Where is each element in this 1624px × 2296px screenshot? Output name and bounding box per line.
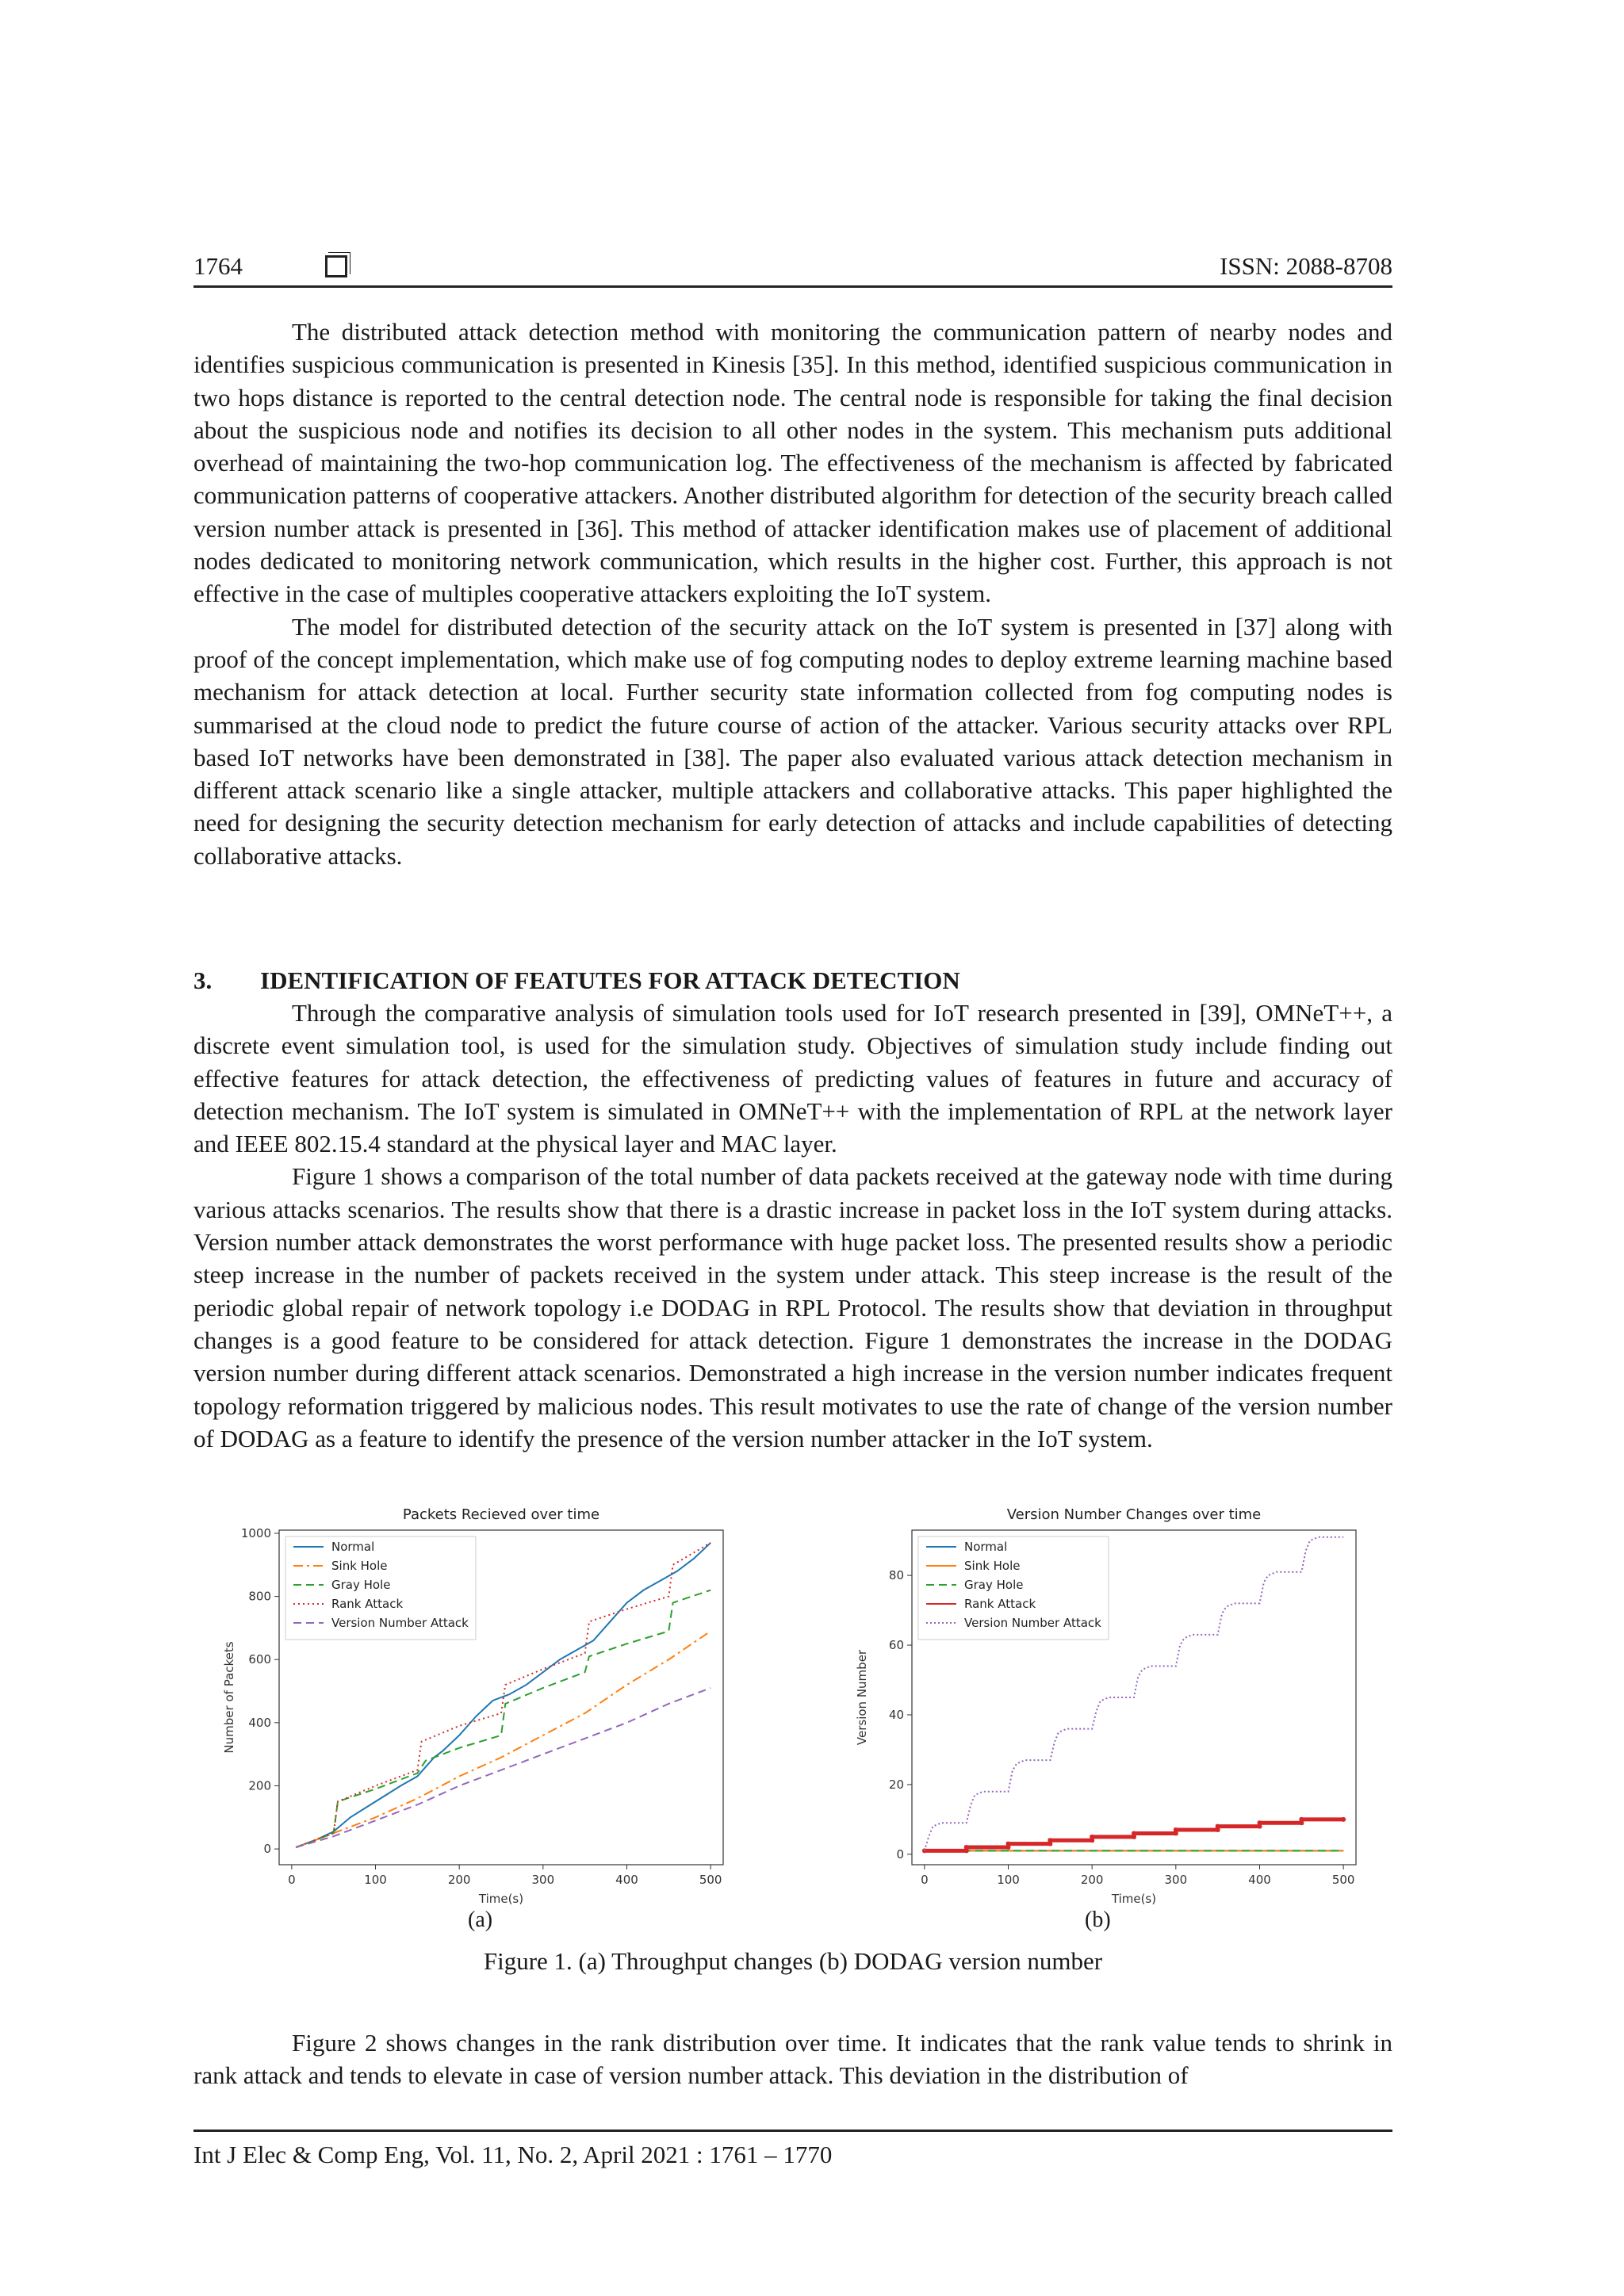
after-figure-paragraph: Figure 2 shows changes in the rank distribution over time. It indicates that the rank value tends to shrink in rank attack and tends to elevate in case of version number attack. This deviation in the distribution of [193, 2029, 1392, 2090]
x-tick-label: 200 [447, 1873, 471, 1887]
figure-caption: Figure 1. (a) Throughput changes (b) DODAG version number [483, 1947, 1103, 1975]
x-tick-label: 300 [1164, 1873, 1188, 1887]
legend-entry: Rank Attack [964, 1597, 1036, 1611]
x-axis-label: Time(s) [1111, 1892, 1157, 1906]
page-number: 1764 [193, 252, 243, 280]
series-point [1174, 1827, 1178, 1832]
chart-title: Version Number Changes over time [1006, 1506, 1262, 1523]
body-text [193, 316, 1392, 872]
section-paragraph-2: Figure 1 shows a comparison of the total number of data packets received at the gateway node with time during various attacks scenarios. The results show that there is a drastic increase in packet loss in the IoT system during attacks. Version number attack demonstrates the worst performance with huge packet loss. The presented results show a periodic steep increase in the number of packets received in the system under attack. This steep increase is the result of the periodic global repair of network topology i.e DODAG in RPL Protocol. The results show that deviation in throughput changes is a good feature to be considered for attack detection. Figure 1 demonstrates the increase in the DODAG version number during different attack scenarios. Demonstrated a high increase in the version number indicates frequent topology reformation triggered by malicious nodes. This result motivates to use the rate of change of the version number of DODAG as a feature to identify the presence of the version number attacker in the IoT system. [193, 1162, 1392, 1452]
y-tick-label: 80 [888, 1568, 904, 1583]
x-tick-label: 500 [699, 1873, 722, 1887]
series-point [964, 1845, 969, 1850]
issn-label: ISSN: 2088-8708 [1220, 252, 1392, 280]
paragraph-1: The distributed attack detection method with monitoring the communication pattern of nearby nodes and identifies suspicious communication is presented in Kinesis [35]. In this method, identified suspicious communication in two hops distance is reported to the central detection node. The central node is responsible for taking the final decision about the suspicious node and notifies its decision to all other nodes in the system. This mechanism puts additional overhead of maintaining the two-hop communication log. The effectiveness of the mechanism is affected by fabricated communication patterns of cooperative attackers. Another distributed algorithm for detection of the security breach called version number attack is presented in [36]. This method of attacker identification makes use of placement of additional nodes dedicated to monitoring network communication, which results in the higher cost. Further, this approach is not effective in the case of multiples cooperative attackers exploiting the IoT system. [193, 318, 1392, 608]
x-tick-label: 100 [364, 1873, 387, 1887]
page-footer: Int J Elec & Comp Eng, Vol. 11, No. 2, April 2021 : 1761 – 1770 [193, 2141, 833, 2168]
y-axis-label: Version Number [855, 1649, 869, 1746]
legend-entry: Gray Hole [331, 1578, 391, 1592]
footer-rule [193, 2130, 1392, 2132]
legend-entry: Gray Hole [964, 1578, 1024, 1592]
subfigure-a-label: (a) [468, 1908, 493, 1932]
series-point [1048, 1838, 1052, 1843]
x-tick-label: 0 [921, 1873, 929, 1887]
series-point [1216, 1824, 1220, 1829]
series-point [1257, 1820, 1262, 1825]
subfigure-b-label: (b) [1085, 1908, 1111, 1932]
legend-entry: Normal [964, 1540, 1008, 1554]
series-point [1090, 1835, 1094, 1839]
x-tick-label: 100 [997, 1873, 1020, 1887]
y-tick-label: 0 [896, 1846, 904, 1862]
y-tick-label: 0 [263, 1842, 271, 1857]
x-axis-label: Time(s) [478, 1892, 524, 1906]
section-title: IDENTIFICATION OF FEATUTES FOR ATTACK DETECTION [260, 966, 960, 994]
series-point [1132, 1831, 1136, 1835]
after-figure-text [193, 2026, 1392, 2092]
series-point [1299, 1817, 1304, 1822]
y-tick-label: 1000 [240, 1525, 271, 1540]
section-text [193, 997, 1392, 1455]
x-tick-label: 400 [615, 1873, 638, 1887]
page-header [193, 252, 1392, 287]
section-paragraph-1: Through the comparative analysis of simulation tools used for IoT research presented in [39], OMNeT++, a discrete event simulation tool, is used for the simulation study. Objectives of simulation study include finding out effective features for attack detection, the effectiveness of predicting values of features in future and accuracy of detection mechanism. The IoT system is simulated in OMNeT++ with the implementation of RPL at the network layer and IEEE 802.15.4 standard at the physical layer and MAC layer. [193, 999, 1392, 1158]
legend-entry: Normal [331, 1540, 375, 1554]
chart-a-svg [208, 1500, 731, 1912]
y-tick-label: 20 [888, 1777, 904, 1792]
y-tick-label: 600 [248, 1652, 271, 1667]
paragraph-2: The model for distributed detection of the security attack on the IoT system is presented in [37] along with proof of the concept implementation, which make use of fog computing nodes to deploy extreme learning machine based mechanism for attack detection at local. Further security state information collected from fog computing nodes is summarised at the cloud node to predict the future course of action of the attacker. Various security attacks over RPL based IoT networks have been demonstrated in [38]. The paper also evaluated various attack detection mechanism in different attack scenario like a single attacker, multiple attackers and collaborative attacks. This paper highlighted the need for designing the security detection mechanism for early detection of attacks and include capabilities of detecting collaborative attacks. [193, 612, 1392, 870]
series-point [922, 1848, 927, 1853]
y-tick-label: 60 [888, 1638, 904, 1653]
legend-entry: Sink Hole [964, 1559, 1021, 1573]
series-line-1 [296, 1631, 710, 1847]
y-axis-label: Number of Packets [222, 1641, 236, 1754]
y-tick-label: 40 [888, 1707, 904, 1722]
section-number: 3. [193, 966, 213, 994]
x-tick-label: 0 [288, 1873, 296, 1887]
chart-b [841, 1500, 1364, 1912]
x-tick-label: 200 [1080, 1873, 1104, 1887]
y-tick-label: 400 [248, 1715, 271, 1730]
series-point [1006, 1842, 1011, 1846]
chart-a [208, 1500, 731, 1912]
chart-b-svg [841, 1500, 1364, 1912]
legend-entry: Sink Hole [331, 1559, 388, 1573]
x-tick-label: 500 [1331, 1873, 1355, 1887]
series-point [1341, 1817, 1346, 1822]
header-rule [193, 285, 1392, 288]
legend-entry: Version Number Attack [331, 1616, 469, 1630]
legend-entry: Version Number Attack [964, 1616, 1101, 1630]
square-icon [325, 255, 347, 277]
chart-title: Packets Recieved over time [402, 1506, 600, 1523]
y-tick-label: 800 [248, 1589, 271, 1604]
x-tick-label: 400 [1248, 1873, 1271, 1887]
y-tick-label: 200 [248, 1778, 271, 1793]
legend-entry: Rank Attack [331, 1597, 404, 1611]
x-tick-label: 300 [531, 1873, 555, 1887]
section-heading [193, 964, 1392, 997]
